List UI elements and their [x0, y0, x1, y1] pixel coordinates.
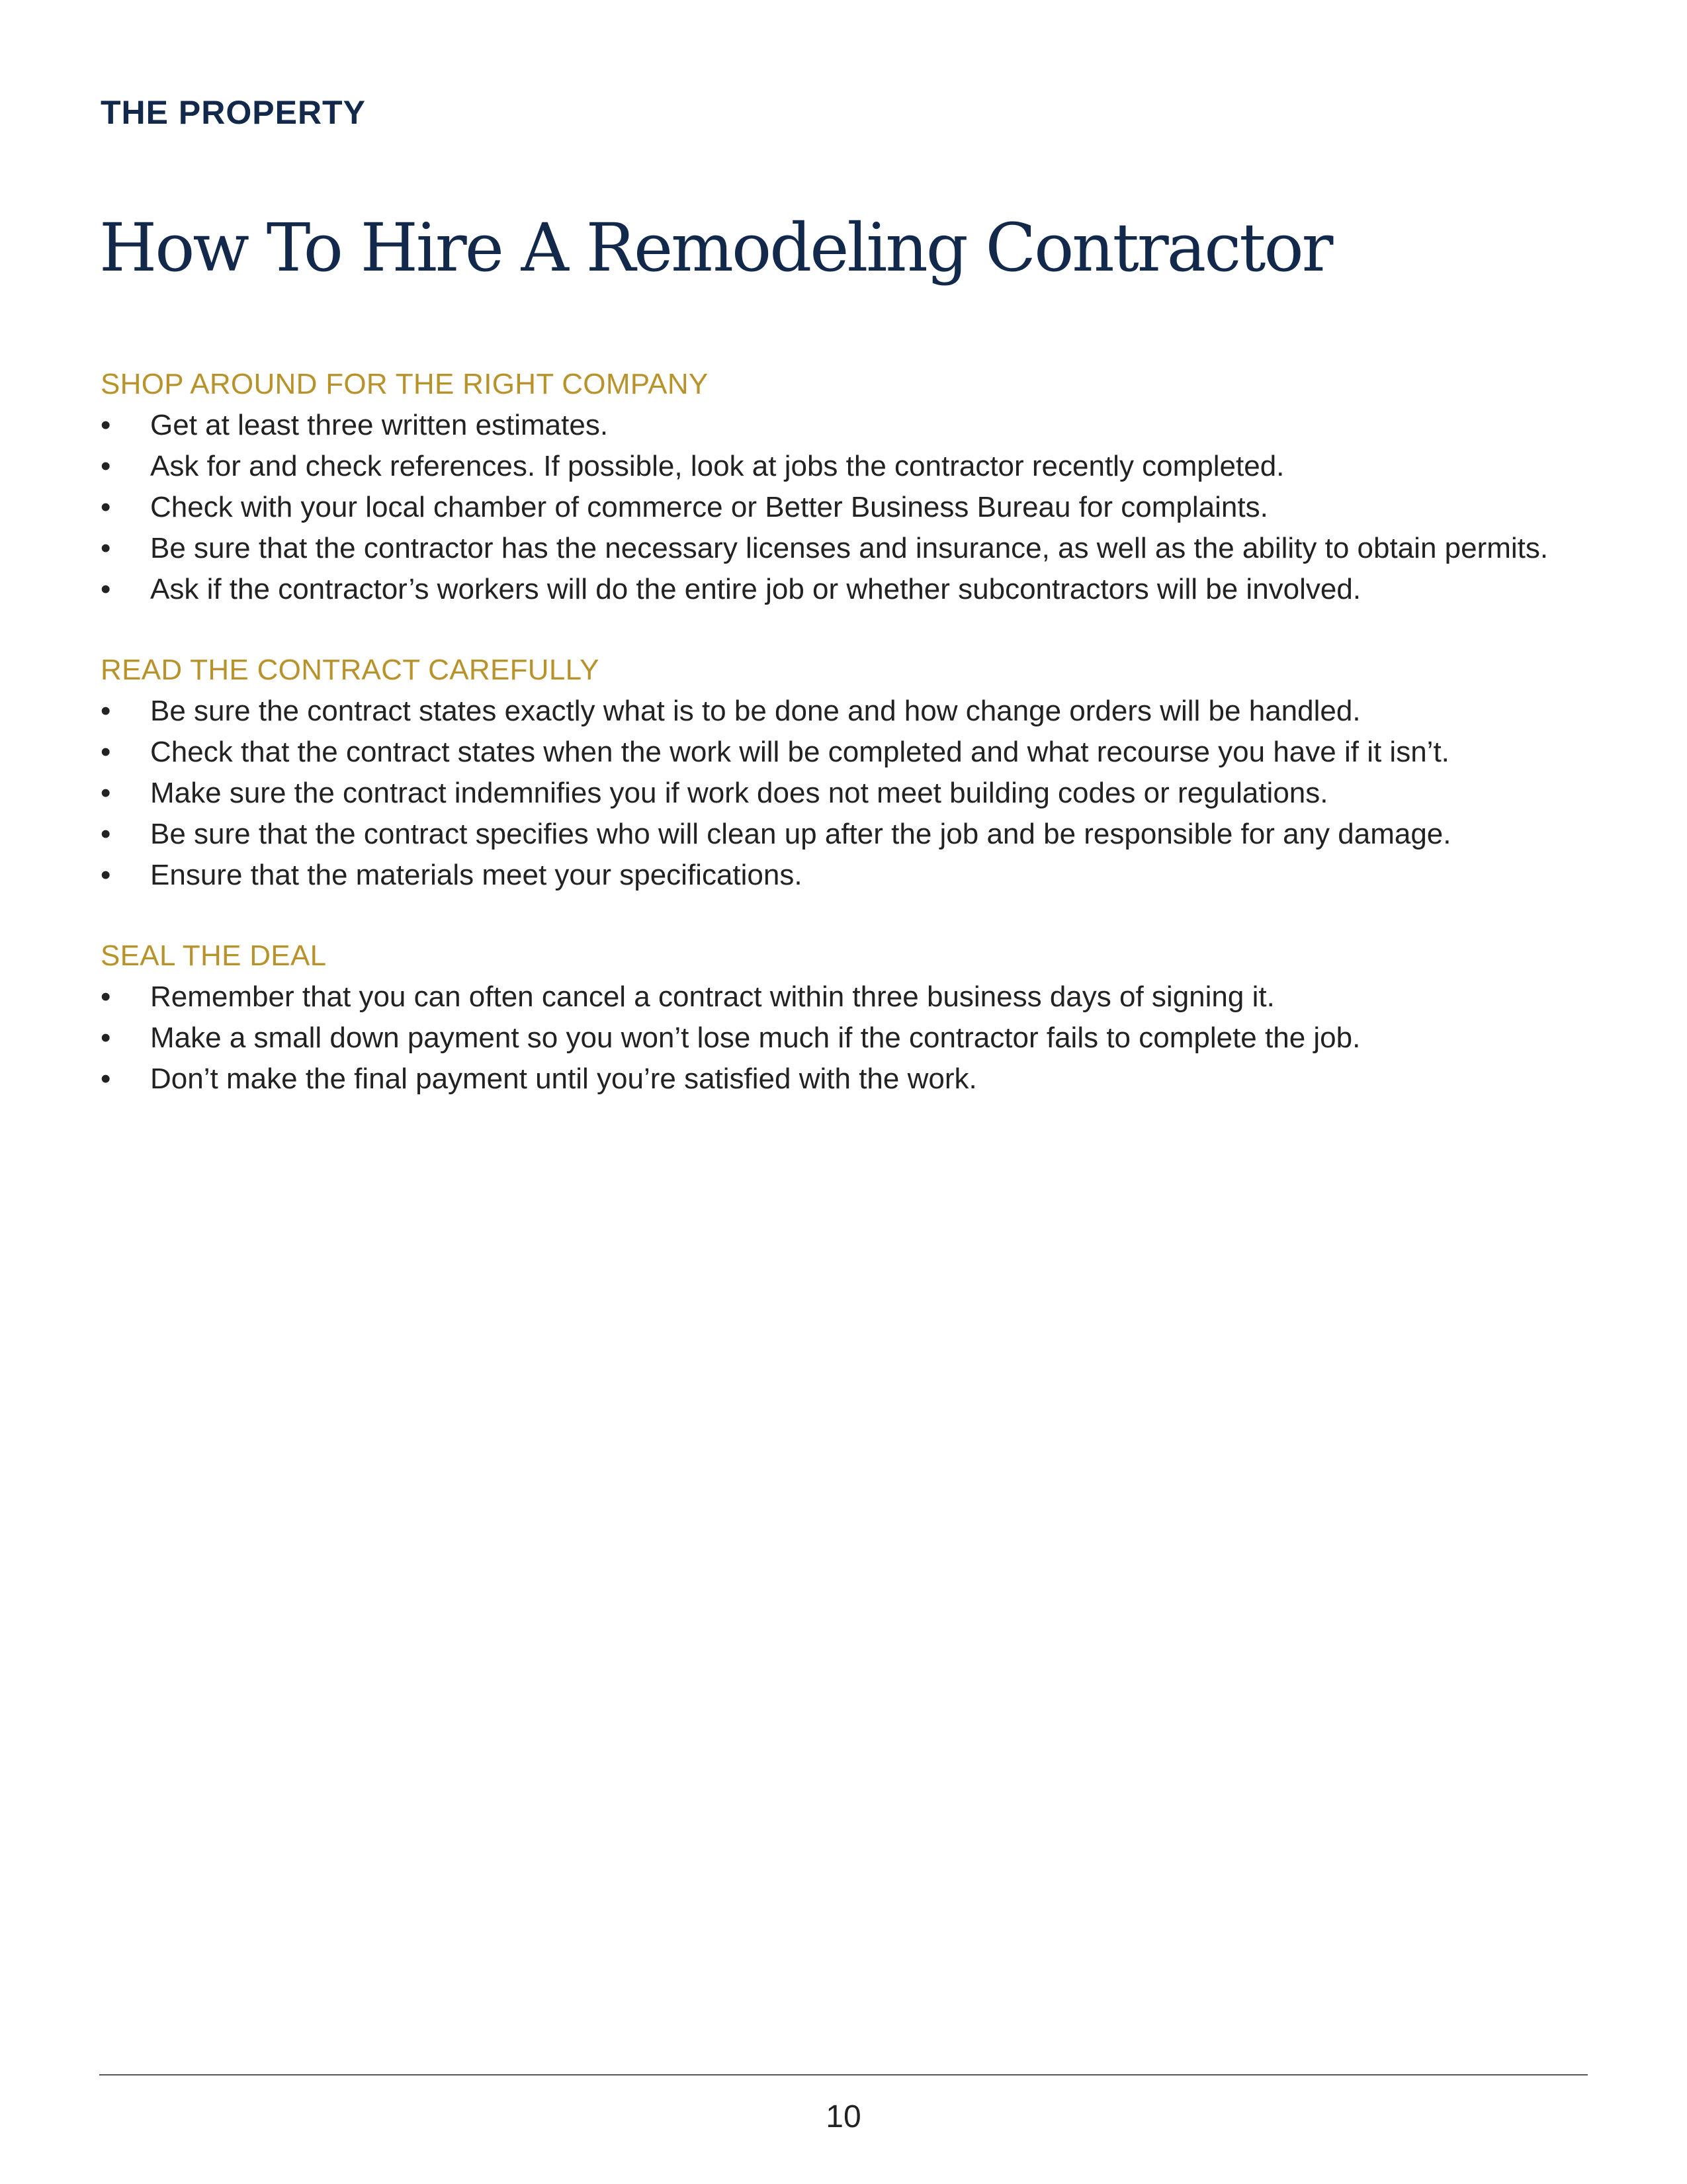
list-item [101, 446, 1589, 487]
list-item-text: Remember that you can often cancel a contract within three business days of signing it. [150, 981, 1275, 1013]
bullet-list [101, 691, 1589, 896]
list-item [101, 1018, 1589, 1059]
section-seal-deal [101, 936, 1589, 1100]
section-heading: SEAL THE DEAL [101, 939, 327, 972]
list-item [101, 773, 1589, 814]
list-item [101, 732, 1589, 773]
section-heading: READ THE CONTRACT CAREFULLY [101, 654, 599, 686]
list-item [101, 487, 1589, 528]
list-item [101, 814, 1589, 855]
page-number: 10 [826, 2099, 861, 2134]
bullet-icon: • [101, 573, 111, 605]
list-item [101, 977, 1589, 1018]
bullet-icon: • [101, 1022, 111, 1054]
section-shop-around [101, 364, 1589, 610]
list-item-text: Ensure that the materials meet your specifications. [150, 859, 802, 891]
list-item-text: Be sure that the contract specifies who will clean up after the job and be responsible for any damage. [150, 818, 1451, 850]
section-heading: SHOP AROUND FOR THE RIGHT COMPANY [101, 368, 709, 400]
list-item-text: Make a small down payment so you won’t lose much if the contractor fails to complete the job. [150, 1022, 1361, 1054]
page-title: How To Hire A Remodeling Contractor [99, 209, 1332, 286]
list-item [101, 691, 1589, 732]
bullet-list [101, 977, 1589, 1100]
bullet-icon: • [101, 532, 111, 564]
bullet-icon: • [101, 409, 111, 441]
bullet-icon: • [101, 1063, 111, 1095]
list-item [101, 528, 1589, 569]
bullet-icon: • [101, 859, 111, 891]
list-item-text: Check with your local chamber of commerce or Better Business Bureau for complaints. [150, 491, 1268, 523]
section-eyebrow: THE PROPERTY [101, 94, 366, 131]
list-item [101, 405, 1589, 446]
list-item-text: Check that the contract states when the work will be completed and what recourse you have if it isn’t. [150, 736, 1449, 768]
list-item-text: Don’t make the final payment until you’re satisfied with the work. [150, 1063, 977, 1095]
bullet-icon: • [101, 818, 111, 850]
list-item-text: Get at least three written estimates. [150, 409, 609, 441]
list-item-text: Make sure the contract indemnifies you if work does not meet building codes or regulations. [150, 777, 1328, 809]
section-read-contract [101, 650, 1589, 896]
bullet-icon: • [101, 695, 111, 727]
bullet-list [101, 405, 1589, 610]
list-item [101, 569, 1589, 610]
list-item [101, 855, 1589, 896]
list-item-text: Ask if the contractor’s workers will do the entire job or whether subcontractors will be involved. [150, 573, 1362, 605]
content-body [101, 364, 1589, 1139]
bullet-icon: • [101, 777, 111, 809]
bullet-icon: • [101, 491, 111, 523]
bullet-icon: • [101, 450, 111, 482]
list-item [101, 1059, 1589, 1100]
footer-divider [99, 2074, 1588, 2075]
list-item-text: Ask for and check references. If possible, look at jobs the contractor recently completed. [150, 450, 1285, 482]
list-item-text: Be sure the contract states exactly what is to be done and how change orders will be handled. [150, 695, 1361, 727]
bullet-icon: • [101, 981, 111, 1013]
bullet-icon: • [101, 736, 111, 768]
list-item-text: Be sure that the contractor has the necessary licenses and insurance, as well as the ability to obtain permits. [150, 532, 1549, 564]
